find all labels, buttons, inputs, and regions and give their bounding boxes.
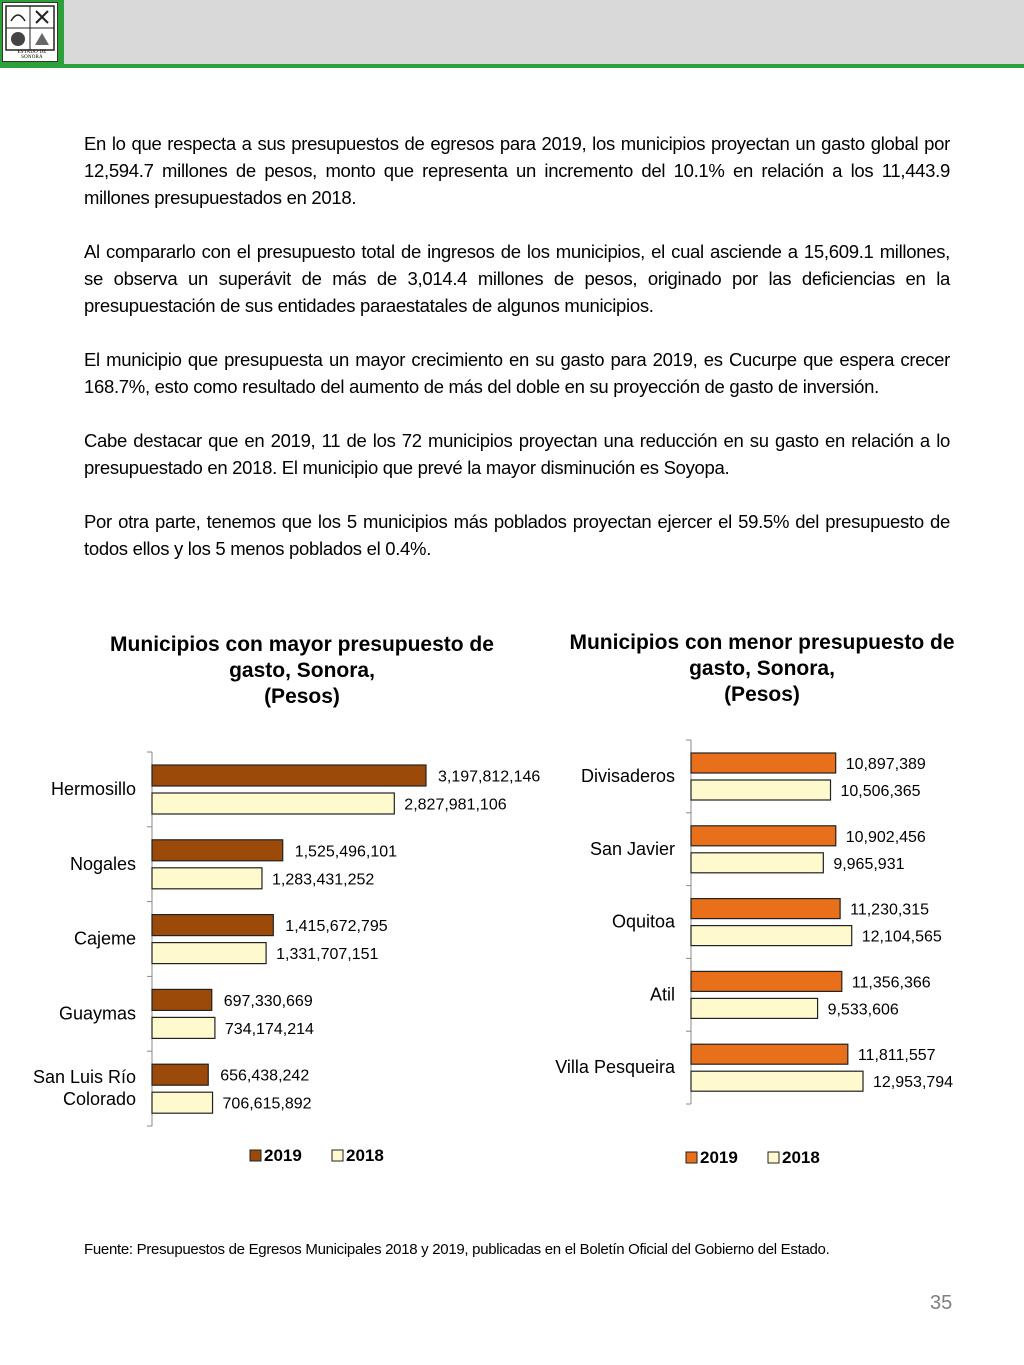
- bar-2019: [152, 840, 283, 861]
- bar-2019: [691, 971, 842, 991]
- category-label: Hermosillo: [50, 779, 136, 799]
- legend-label: 2018: [782, 1148, 820, 1167]
- category-label: San Luis Río: [32, 1067, 136, 1088]
- bar-2019: [691, 899, 840, 919]
- bar-2018: [152, 1092, 213, 1113]
- bar-2019: [152, 1064, 208, 1085]
- bar-2018: [152, 943, 266, 964]
- category-label: Guaymas: [58, 1003, 136, 1024]
- category-label: Oquitoa: [611, 911, 675, 932]
- bar-2019: [152, 915, 273, 936]
- bar-2019: [152, 989, 212, 1010]
- data-label: 1,415,672,795: [285, 918, 388, 936]
- category-label: San Javier: [589, 838, 675, 859]
- bar-2018: [152, 1017, 215, 1038]
- data-label: 10,897,389: [845, 756, 926, 773]
- data-label: 9,533,606: [827, 1001, 899, 1019]
- bar-2018: [691, 1071, 863, 1091]
- chart-title-line: Municipios con menor presupuesto de: [569, 631, 955, 654]
- legend-label: 2019: [264, 1146, 302, 1165]
- paragraph: Al compararlo con el presupuesto total de ingresos de los municipios, el cual asciende a 15,609.1 millones, se observa un superávit de más de 3,014.4 millones de pesos, originado por las deficiencias en la presupuestación de sus entidades paraestatales de algunos municipios.: [84, 241, 950, 316]
- data-label: 1,283,431,252: [271, 871, 375, 889]
- data-label: 10,902,456: [845, 828, 926, 846]
- legend-label: 2019: [700, 1148, 738, 1167]
- bar-2018: [691, 998, 818, 1018]
- logo-text: ESTADO DE SONORA: [17, 50, 47, 60]
- bar-2019: [152, 765, 426, 786]
- paragraph: Por otra parte, tenemos que los 5 municipios más poblados proyectan ejercer el 59.5% del presupuesto de todos ellos y los 5 menos poblados el 0.4%.: [84, 511, 950, 559]
- data-label: 656,438,242: [220, 1067, 310, 1085]
- paragraph: El municipio que presupuesta un mayor crecimiento en su gasto para 2019, es Cucurpe que espera crecer 168.7%, esto como resultado del aumento de más del doble en su proyección de gasto de inversión.: [84, 349, 950, 397]
- paragraph: En lo que respecta a sus presupuestos de egresos para 2019, los municipios proyectan un gasto global por 12,594.7 millones de pesos, monto que representa un incremento del 10.1% en relación a los 11,443.9 millones presupuestados en 2018.: [84, 133, 950, 208]
- data-label: 11,230,315: [850, 901, 930, 919]
- bar-2019: [691, 1044, 848, 1064]
- data-label: 2,827,981,106: [404, 796, 507, 814]
- category-label: Divisaderos: [580, 766, 675, 786]
- data-label: 12,953,794: [873, 1074, 954, 1092]
- paragraph: Cabe destacar que en 2019, 11 de los 72 municipios proyectan una reducción en su gasto en relación a lo presupuestado en 2018. El municipio que prevé la mayor disminución es Soyopa.: [84, 430, 950, 478]
- bar-2018: [691, 926, 852, 946]
- data-label: 706,615,892: [222, 1095, 312, 1113]
- data-label: 1,525,496,101: [294, 843, 398, 861]
- chart-title-line: (Pesos): [264, 685, 340, 708]
- data-label: 734,174,214: [224, 1020, 314, 1038]
- category-label: Atil: [649, 984, 675, 1005]
- data-label: 10,506,365: [840, 783, 921, 800]
- data-label: 1,331,707,151: [276, 946, 379, 964]
- chart-title-line: Municipios con mayor presupuesto de: [110, 633, 494, 656]
- chart-title-line: (Pesos): [724, 683, 800, 706]
- data-label: 11,811,557: [857, 1047, 936, 1065]
- page-number: 35: [930, 1292, 953, 1314]
- bar-2019: [691, 753, 836, 773]
- bar-2019: [691, 826, 836, 846]
- legend-swatch-2018: [768, 1152, 779, 1163]
- legend-swatch-2019: [686, 1152, 697, 1163]
- bar-2018: [691, 853, 823, 873]
- bar-2018: [152, 793, 394, 814]
- data-label: 697,330,669: [223, 992, 313, 1010]
- legend-swatch-2018: [332, 1150, 343, 1161]
- source-footnote: Fuente: Presupuestos de Egresos Municipales 2018 y 2019, publicadas en el Boletín Oficial del Gobierno del Estado.: [84, 1241, 830, 1258]
- chart-title-line: gasto, Sonora,: [689, 657, 835, 680]
- category-label: Villa Pesqueira: [555, 1057, 675, 1078]
- bar-2018: [691, 780, 831, 800]
- chart-title-line: gasto, Sonora,: [229, 659, 375, 682]
- data-label: 3,197,812,146: [438, 768, 541, 786]
- data-label: 11,356,366: [851, 974, 931, 992]
- bar-2018: [152, 868, 262, 889]
- category-label: Cajeme: [73, 928, 136, 949]
- data-label: 9,965,931: [833, 855, 905, 873]
- data-label: 12,104,565: [861, 928, 942, 946]
- legend-label: 2018: [346, 1146, 384, 1165]
- category-label: Nogales: [69, 853, 136, 874]
- category-label: Colorado: [62, 1089, 136, 1110]
- legend-swatch-2019: [250, 1150, 261, 1161]
